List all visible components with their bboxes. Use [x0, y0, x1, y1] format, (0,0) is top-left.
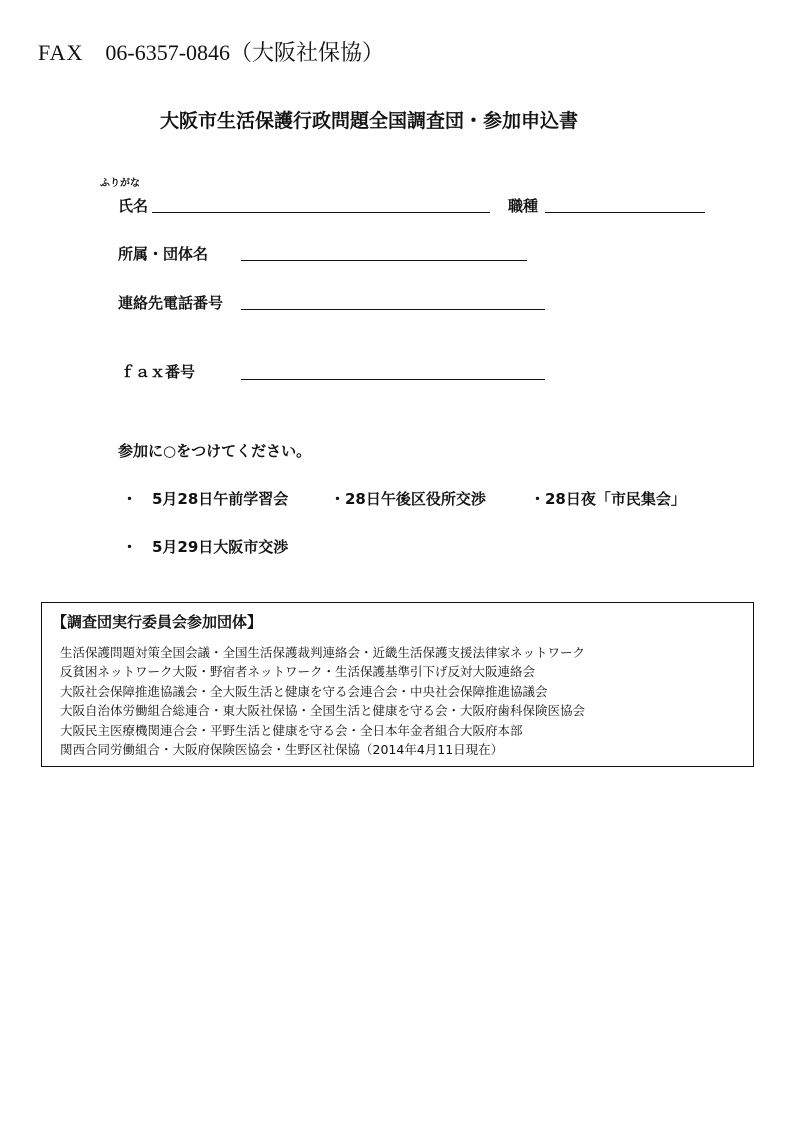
occupation-field[interactable]: [545, 212, 705, 213]
option-may28-evening[interactable]: ・28日夜「市民集会」: [530, 490, 686, 508]
furigana-label: ふりがな: [100, 178, 140, 189]
option-may28-morning[interactable]: 5月28日午前学習会: [152, 490, 289, 508]
fax-number-label: ｆａｘ番号: [120, 363, 196, 381]
committee-list: [60, 643, 585, 759]
committee-box: [41, 602, 754, 767]
affiliation-field[interactable]: [241, 260, 527, 261]
bullet: ・: [122, 538, 138, 556]
committee-line: 反貧困ネットワーク大阪・野宿者ネットワーク・生活保護基準引下げ反対大阪連絡会: [60, 664, 536, 680]
fax-field[interactable]: [241, 379, 545, 380]
name-label: 氏名: [118, 197, 149, 215]
affiliation-label: 所属・団体名: [118, 245, 209, 263]
committee-line: 生活保護問題対策全国会議・全国生活保護裁判連絡会・近畿生活保護支援法律家ネットワーク: [60, 645, 586, 660]
occupation-label: 職種: [508, 197, 539, 215]
option-may28-afternoon[interactable]: ・28日午後区役所交渉: [330, 490, 486, 508]
fax-label: FAX: [38, 40, 84, 65]
phone-label: 連絡先電話番号: [118, 294, 224, 312]
committee-line: 関西合同労働組合・大阪府保険医協会・生野区社保協（2014年4月11日現在）: [60, 742, 504, 758]
bullet: ・: [122, 490, 138, 508]
committee-line: 大阪社会保障推進協議会・全大阪生活と健康を守る会連合会・中央社会保障推進協議会: [60, 683, 548, 699]
fax-header: [38, 36, 384, 67]
participation-instruction: 参加に○をつけてください。: [118, 442, 312, 460]
committee-line: 大阪自治体労働組合総連合・東大阪社保協・全国生活と健康を守る会・大阪府歯科保険医協会: [60, 703, 586, 719]
name-field[interactable]: [152, 212, 490, 213]
committee-title: 【調査団実行委員会参加団体】: [52, 613, 263, 631]
committee-line: 大阪民主医療機関連合会・平野生活と健康を守る会・全日本年金者組合大阪府本部: [60, 722, 523, 738]
option-may29[interactable]: 5月29日大阪市交渉: [152, 538, 289, 556]
page-title: 大阪市生活保護行政問題全国調査団・参加申込書: [160, 110, 579, 132]
fax-number: 06-6357-0846（大阪社保協）: [105, 40, 385, 65]
phone-field[interactable]: [241, 309, 545, 310]
